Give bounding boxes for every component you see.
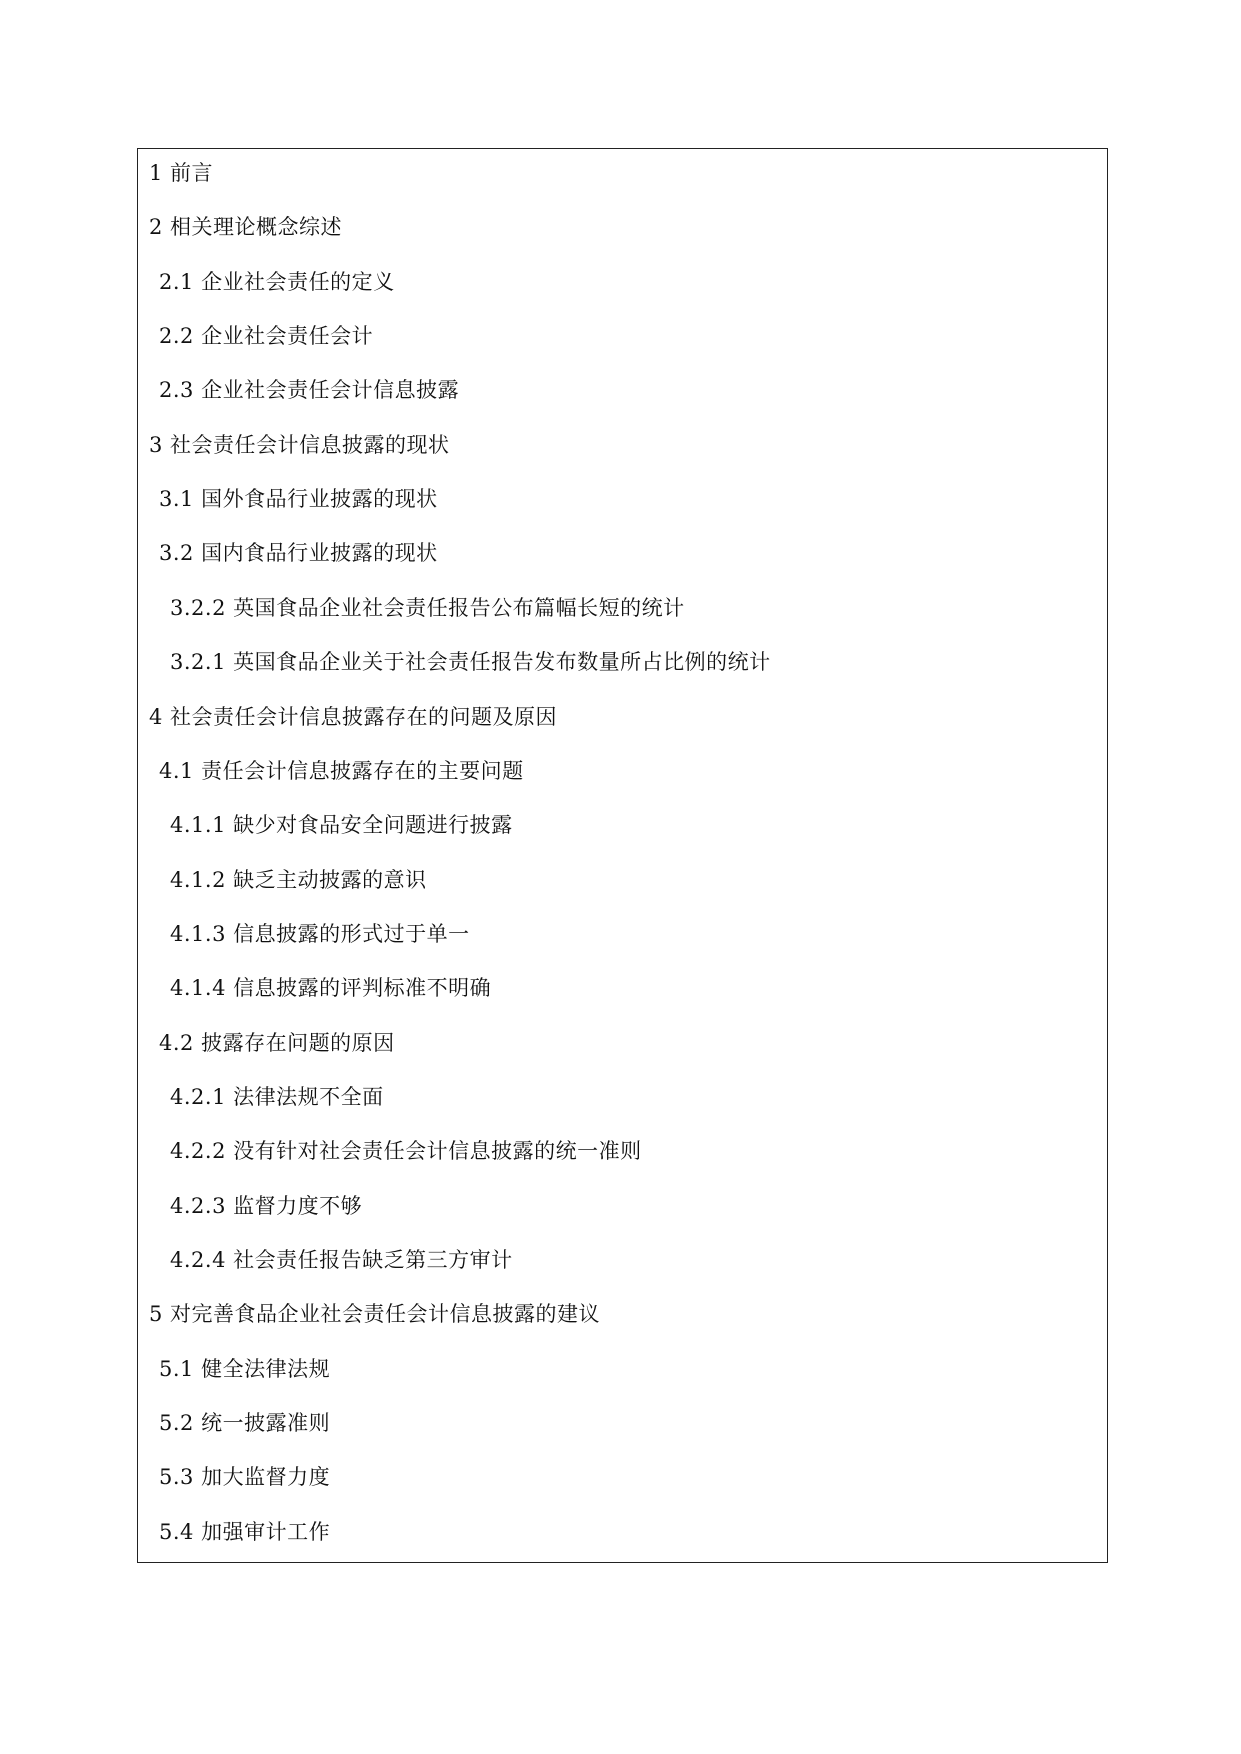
toc-entry-5-1: 5.1 健全法律法规 xyxy=(159,1357,331,1381)
toc-entry-4-2-2: 4.2.2 没有针对社会责任会计信息披露的统一准则 xyxy=(170,1139,642,1163)
toc-table-frame xyxy=(137,148,1108,1563)
toc-entry-3-2: 3.2 国内食品行业披露的现状 xyxy=(159,541,438,565)
toc-entry-2-2: 2.2 企业社会责任会计 xyxy=(159,324,374,348)
toc-entry-2-3: 2.3 企业社会责任会计信息披露 xyxy=(159,378,460,402)
toc-entry-1: 1 前言 xyxy=(149,161,214,185)
toc-entry-4-1: 4.1 责任会计信息披露存在的主要问题 xyxy=(159,759,524,783)
toc-entry-2-1: 2.1 企业社会责任的定义 xyxy=(159,270,395,294)
toc-entry-4-1-2: 4.1.2 缺乏主动披露的意识 xyxy=(170,868,427,892)
toc-entry-4-2-4: 4.2.4 社会责任报告缺乏第三方审计 xyxy=(170,1248,513,1272)
toc-entry-4-2: 4.2 披露存在问题的原因 xyxy=(159,1031,395,1055)
toc-entry-3: 3 社会责任会计信息披露的现状 xyxy=(149,433,450,457)
toc-entry-5-2: 5.2 统一披露准则 xyxy=(159,1411,331,1435)
toc-entry-5-4: 5.4 加强审计工作 xyxy=(159,1520,331,1544)
toc-entry-4: 4 社会责任会计信息披露存在的问题及原因 xyxy=(149,705,558,729)
toc-entry-4-1-4: 4.1.4 信息披露的评判标准不明确 xyxy=(170,976,492,1000)
toc-entry-3-2-1: 3.2.1 英国食品企业关于社会责任报告发布数量所占比例的统计 xyxy=(170,650,771,674)
toc-entry-4-2-1: 4.2.1 法律法规不全面 xyxy=(170,1085,384,1109)
toc-entry-2: 2 相关理论概念综述 xyxy=(149,215,343,239)
toc-entry-4-1-1: 4.1.1 缺少对食品安全问题进行披露 xyxy=(170,813,513,837)
toc-entry-4-1-3: 4.1.3 信息披露的形式过于单一 xyxy=(170,922,470,946)
toc-entry-5: 5 对完善食品企业社会责任会计信息披露的建议 xyxy=(149,1302,601,1326)
toc-entry-3-2-2: 3.2.2 英国食品企业社会责任报告公布篇幅长短的统计 xyxy=(170,596,685,620)
toc-entry-3-1: 3.1 国外食品行业披露的现状 xyxy=(159,487,438,511)
toc-entry-5-3: 5.3 加大监督力度 xyxy=(159,1465,331,1489)
toc-entry-4-2-3: 4.2.3 监督力度不够 xyxy=(170,1194,363,1218)
